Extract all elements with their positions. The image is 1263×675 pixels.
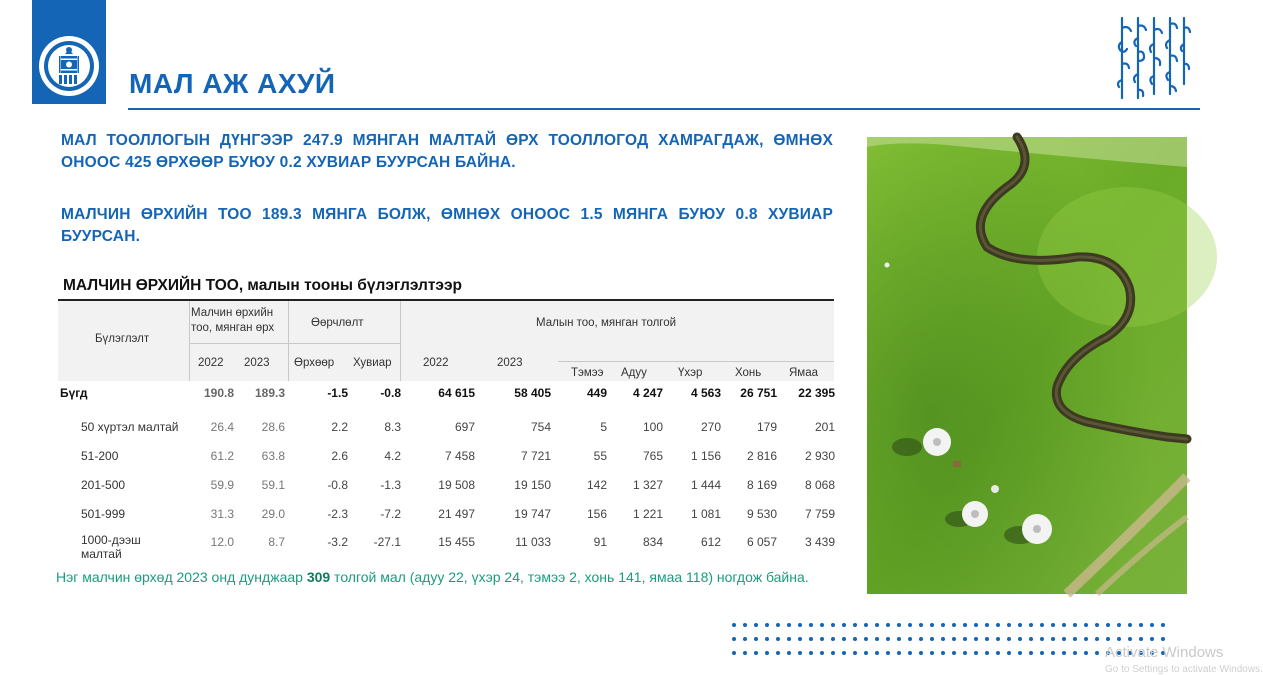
header-livestock: Малын тоо, мянган толгой: [536, 317, 677, 329]
summary-paragraph-1: МАЛ ТООЛЛОГЫН ДҮНГЭЭР 247.9 МЯНГАН МАЛТАЙ ӨРХ ТООЛЛОГОД ХАМРАГДАЖ, ӨМНӨХ ОНООС 425 ӨРХӨӨР БУЮУ 0.2 ХУВИАР БУУРСАН БАЙНА.: [61, 132, 833, 171]
logo-block: [32, 0, 106, 104]
table-header: [58, 301, 834, 381]
steppe-ger-photo: [867, 137, 1187, 594]
table-cell: 12.0: [210, 535, 234, 549]
table-cell: 64 615: [438, 386, 475, 400]
row-label: Бүгд: [60, 386, 88, 400]
table-cell: 7 759: [804, 507, 835, 521]
table-cell: 2 816: [746, 449, 777, 463]
table-cell: -0.8: [380, 386, 401, 400]
header-group: Бүлэглэлт: [95, 333, 150, 345]
table-cell: 55: [593, 449, 607, 463]
table-cell: 1 444: [690, 478, 721, 492]
table-cell: 190.8: [203, 386, 234, 400]
table-cell: 6 057: [746, 535, 777, 549]
table-cell: 15 455: [438, 535, 475, 549]
table-cell: 189.3: [254, 386, 285, 400]
table-cell: 100: [642, 420, 663, 434]
table-row: [58, 478, 834, 502]
table-cell: 8.3: [384, 420, 401, 434]
table-cell: 91: [593, 535, 607, 549]
table-cell: 19 508: [438, 478, 475, 492]
table-cell: 4 563: [690, 386, 721, 400]
table-cell: 7 458: [444, 449, 475, 463]
table-cell: -27.1: [373, 535, 401, 549]
decorative-dots: [730, 621, 1170, 661]
table-cell: 270: [700, 420, 721, 434]
table-cell: 201: [814, 420, 835, 434]
row-label: 50 хүртэл малтай: [81, 420, 179, 434]
table-cell: 5: [600, 420, 607, 434]
header-lv-2023: 2023: [497, 357, 523, 369]
table-cell: 1 156: [690, 449, 721, 463]
table-row: [58, 507, 834, 531]
table-cell: 8 068: [804, 478, 835, 492]
table-cell: 834: [642, 535, 663, 549]
summary-paragraph-2: МАЛЧИН ӨРХИЙН ТОО 189.3 МЯНГА БОЛЖ, ӨМНӨХ ОНООС 1.5 МЯНГА БУЮУ 0.8 ХУВИАР БУУРСАН.: [61, 206, 833, 245]
table-cell: -0.8: [327, 478, 348, 492]
mongolian-script-icon: [1112, 14, 1192, 104]
header-goat: Ямаа: [789, 367, 819, 379]
table-row: [58, 535, 834, 559]
table-cell: 4.2: [384, 449, 401, 463]
table-cell: 2 930: [804, 449, 835, 463]
table-cell: 28.6: [261, 420, 285, 434]
note-highlight: 309: [306, 569, 331, 585]
table-row: [58, 420, 834, 444]
row-label: 51-200: [81, 449, 119, 463]
table-cell: -3.2: [327, 535, 348, 549]
table-cell: 612: [700, 535, 721, 549]
table-cell: -1.5: [327, 386, 348, 400]
table-cell: 19 747: [514, 507, 551, 521]
table-cell: -1.3: [380, 478, 401, 492]
page-title: МАЛ АЖ АХУЙ: [129, 68, 336, 99]
header-camel: Тэмээ: [571, 367, 604, 379]
table-cell: 8.7: [268, 535, 285, 549]
header-lv-2022: 2022: [423, 357, 449, 369]
table-cell: 19 150: [514, 478, 551, 492]
header-change-percent: Хувиар: [353, 357, 392, 369]
table-cell: 2.2: [331, 420, 348, 434]
table-cell: 7 721: [520, 449, 551, 463]
table-cell: 1 327: [632, 478, 663, 492]
table-row-total: [58, 386, 834, 410]
header-horse: Адуу: [621, 367, 647, 379]
state-emblem-icon: [37, 34, 101, 98]
table-cell: 9 530: [746, 507, 777, 521]
note-text-before: Нэг малчин өрхөд 2023 онд дунджаар: [56, 569, 307, 585]
table-row: [58, 449, 834, 473]
table-cell: 1 221: [632, 507, 663, 521]
row-label: 1000-дээш малтай: [81, 533, 141, 561]
table-cell: 21 497: [438, 507, 475, 521]
table-cell: 26.4: [210, 420, 234, 434]
header-households: Малчин өрхийн тоо, мянган өрх: [191, 307, 275, 334]
table-cell: 22 395: [798, 386, 835, 400]
activation-watermark: Activate Windows: [1105, 644, 1224, 661]
header-change-households: Өрхөөр: [294, 357, 335, 369]
header-hh-2022: 2022: [198, 357, 224, 369]
table-cell: 4 247: [632, 386, 663, 400]
table-cell: -2.3: [327, 507, 348, 521]
table-cell: 8 169: [746, 478, 777, 492]
header-cattle: Үхэр: [678, 367, 703, 379]
row-label: 501-999: [81, 507, 126, 521]
row-label: 201-500: [81, 478, 126, 492]
average-note: [56, 568, 816, 586]
note-text-after: толгой мал (адуу 22, үхэр 24, тэмээ 2, хонь 141, ямаа 118) ногдож байна.: [330, 569, 809, 585]
header-sheep: Хонь: [735, 367, 762, 379]
table-cell: 26 751: [740, 386, 777, 400]
header-change: Өөрчлөлт: [311, 317, 364, 329]
table-cell: 58 405: [514, 386, 551, 400]
table-cell: -7.2: [380, 507, 401, 521]
table-cell: 697: [454, 420, 475, 434]
table-cell: 754: [530, 420, 551, 434]
header-hh-2023: 2023: [244, 357, 270, 369]
table-cell: 59.1: [261, 478, 285, 492]
table-cell: 31.3: [210, 507, 234, 521]
table-cell: 2.6: [331, 449, 348, 463]
table-cell: 63.8: [261, 449, 285, 463]
table-cell: 449: [586, 386, 607, 400]
table-cell: 1 081: [690, 507, 721, 521]
table-cell: 765: [642, 449, 663, 463]
table-title: МАЛЧИН ӨРХИЙН ТОО, малын тооны бүлэглэлтээр: [63, 277, 463, 294]
table-cell: 29.0: [261, 507, 285, 521]
table-cell: 59.9: [210, 478, 234, 492]
table-cell: 179: [756, 420, 777, 434]
table-cell: 142: [586, 478, 607, 492]
table-cell: 61.2: [210, 449, 234, 463]
table-cell: 156: [586, 507, 607, 521]
activation-watermark-sub: Go to Settings to activate Windows.: [1105, 664, 1263, 675]
table-cell: 3 439: [804, 535, 835, 549]
title-divider: [128, 108, 1200, 110]
table-cell: 11 033: [515, 535, 551, 549]
